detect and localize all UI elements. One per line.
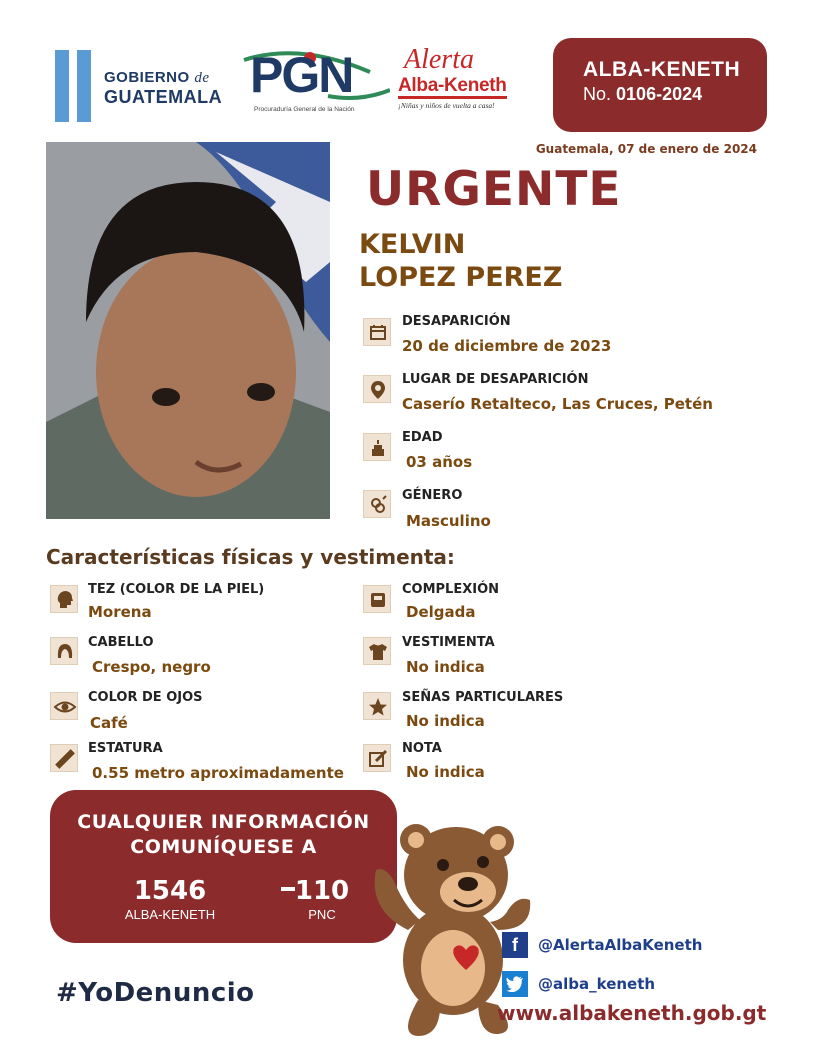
missing-child-photo [46, 142, 330, 519]
shirt-icon [363, 637, 391, 665]
last-name: LOPEZ PEREZ [359, 262, 563, 293]
website-link[interactable]: www.albakeneth.gob.gt [497, 1001, 767, 1025]
eye-color-label: COLOR DE OJOS [88, 690, 203, 705]
guatemala-government-logo-bars [55, 50, 95, 122]
gender-value: Masculino [406, 512, 491, 530]
alerta-slogan: ¡Niñas y niños de vuelta a casa! [398, 101, 495, 110]
pgn-wordmark: PGN [250, 47, 353, 103]
head-profile-icon [50, 585, 78, 613]
twitter-bird-icon [502, 971, 528, 997]
gov-de: de [194, 70, 210, 86]
gov-line1: GOBIERNO [104, 69, 190, 86]
hashtag: #YoDenuncio [56, 978, 255, 1008]
eye-color-value: Café [90, 714, 128, 732]
gov-line2: GUATEMALA [104, 87, 223, 107]
hair-icon [50, 637, 78, 665]
gender-icon [363, 490, 391, 518]
star-icon [363, 692, 391, 720]
calendar-icon [363, 318, 391, 346]
issue-date: Guatemala, 07 de enero de 2024 [535, 142, 757, 156]
alert-title: ALBA-KENETH [583, 58, 741, 81]
alerta-alba-keneth-logo [398, 46, 538, 118]
hair-value: Crespo, negro [92, 658, 211, 676]
twitter-link[interactable] [502, 971, 655, 997]
note-edit-icon [363, 744, 391, 772]
note-label: NOTA [402, 741, 442, 756]
alert-number-box [553, 38, 767, 132]
distinguishing-marks-label: SEÑAS PARTICULARES [402, 690, 564, 705]
facebook-icon: f [502, 932, 528, 958]
pgn-subtitle: Procuraduría General de la Nación [254, 106, 355, 113]
hair-label: CABELLO [88, 635, 154, 650]
distinguishing-marks-value: No indica [406, 712, 485, 730]
height-value: 0.55 metro aproximadamente [92, 764, 344, 782]
urgent-title: URGENTE [366, 162, 622, 217]
eye-icon [50, 692, 78, 720]
note-value: No indica [406, 763, 485, 781]
height-label: ESTATURA [88, 741, 163, 756]
facebook-handle[interactable]: @AlertaAlbaKeneth [538, 936, 703, 954]
disappearance-place-label: LUGAR DE DESAPARICIÓN [402, 372, 589, 387]
alerta-name: Alba-Keneth [398, 76, 507, 99]
alert-number: 0106-2024 [616, 84, 703, 104]
contact-heading [50, 810, 397, 860]
clothing-value: No indica [406, 658, 485, 676]
gender-label: GÉNERO [402, 488, 463, 503]
disappearance-date-value: 20 de diciembre de 2023 [402, 337, 612, 355]
clothing-label: VESTIMENTA [402, 635, 495, 650]
age-label: EDAD [402, 430, 443, 445]
contact-info-box [50, 790, 397, 943]
pgn-logo [240, 46, 390, 118]
birthday-cake-icon [363, 433, 391, 461]
contact-line1: CUALQUIER INFORMACIÓN [77, 811, 370, 833]
skin-tone-value: Morena [88, 603, 152, 621]
scale-icon [363, 585, 391, 613]
ruler-icon [50, 744, 78, 772]
alert-no-prefix: No. [583, 84, 612, 104]
contact-line2: COMUNÍQUESE A [130, 836, 317, 858]
disappearance-place-value: Caserío Retalteco, Las Cruces, Petén [402, 395, 713, 413]
build-label: COMPLEXIÓN [402, 582, 500, 597]
missing-person-name [359, 228, 562, 294]
first-name: KELVIN [359, 229, 466, 260]
alba-keneth-phone-number[interactable]: 1546 [133, 876, 207, 906]
disappearance-date-label: DESAPARICIÓN [402, 314, 511, 329]
alba-keneth-phone-label: ALBA-KENETH [124, 907, 216, 922]
pnc-phone-label: PNC [308, 907, 336, 922]
twitter-handle[interactable]: @alba_keneth [538, 975, 656, 993]
characteristics-section-title: Características físicas y vestimenta: [46, 545, 455, 569]
age-value: 03 años [406, 453, 473, 471]
facebook-link[interactable] [502, 932, 702, 958]
pnc-phone-number[interactable]: 110 [294, 876, 350, 906]
guatemala-government-logo [104, 70, 222, 106]
build-value: Delgada [406, 603, 476, 621]
location-pin-icon [363, 375, 391, 403]
skin-tone-label: TEZ (COLOR DE LA PIEL) [88, 582, 265, 597]
alerta-word: Alerta [404, 44, 474, 75]
